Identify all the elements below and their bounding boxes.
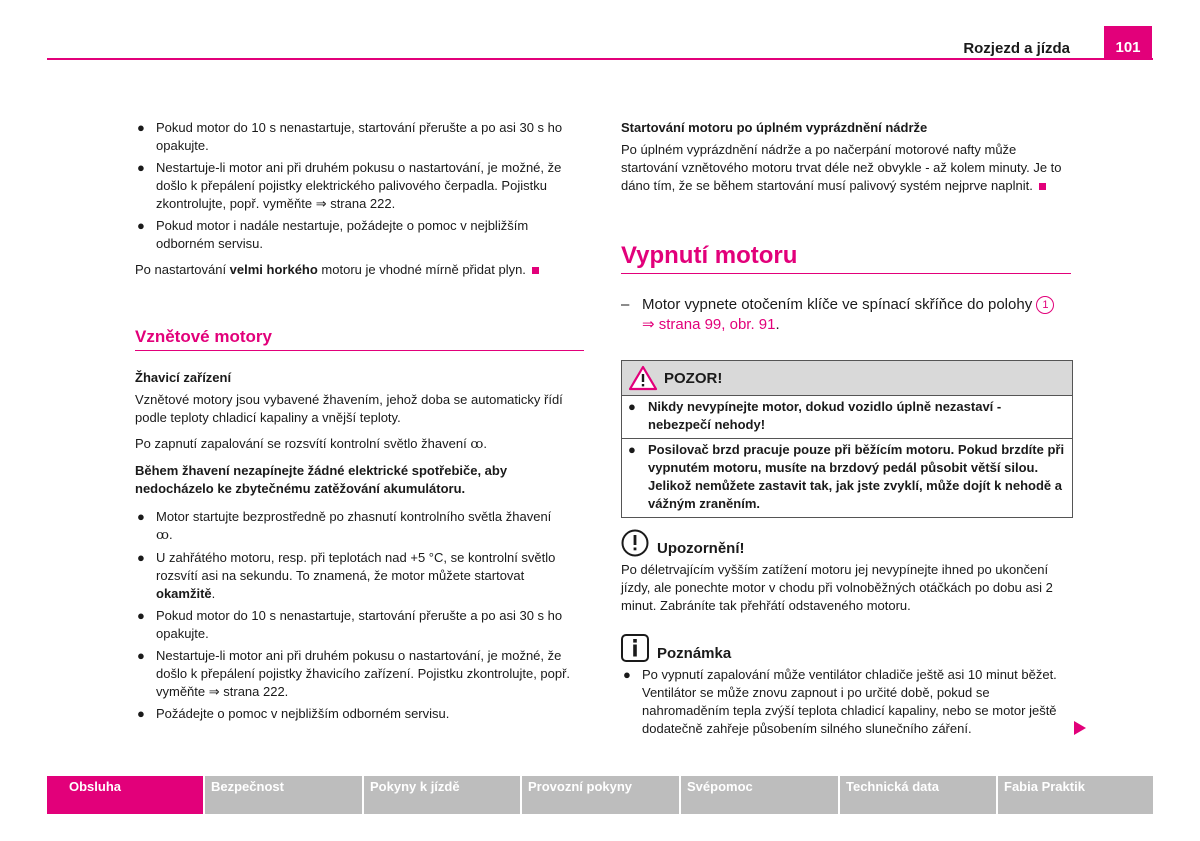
info-icon — [621, 634, 649, 662]
nav-tab-fabia-praktik[interactable]: Fabia Praktik — [998, 776, 1153, 814]
next-page-arrow-icon[interactable] — [1074, 721, 1086, 735]
section-title-engine-off: Vypnutí motoru — [621, 242, 798, 269]
list-item: ● Pokud motor do 10 s nenastartuje, startování přerušte a po asi 30 s ho opakujte. — [137, 608, 563, 641]
end-marker-icon — [1039, 183, 1046, 190]
nav-tab-obsluha[interactable]: Obsluha — [47, 776, 203, 814]
list-item: ● Nestartuje-li motor ani při druhém pokusu o nastartování, je možné, že došlo k přepálení pojistky elektrického palivového čerpadla. Pojistku zkontrolujte, popř. vyměňte ⇒ strana 222. — [137, 160, 562, 211]
bullet-icon: ● — [137, 550, 145, 565]
bullet-icon: ● — [137, 509, 145, 524]
warning-triangle-icon — [628, 365, 658, 391]
bullet-icon: ● — [628, 442, 636, 457]
bullet-icon: ● — [628, 399, 636, 414]
list-item: ● Požádejte o pomoc v nejbližším odborném servisu. — [137, 706, 450, 721]
empty-tank-paragraph: Po úplném vyprázdnění nádrže a po načerpání motorové nafty může startování vznětového motoru trvat déle než obvykle - až kolem minuty. Je to dáno tím, že se během startování musí palivový systém nejprve naplnit. — [621, 142, 1062, 193]
section-rule — [135, 350, 584, 351]
position-1-icon: 1 — [1036, 296, 1054, 314]
bullet-icon: ● — [137, 706, 145, 721]
section-title-diesel: Vznětové motory — [135, 327, 272, 346]
list-item: ● Pokud motor i nadále nestartuje, požádejte o pomoc v nejbližším odborném servisu. — [137, 218, 529, 251]
subsection-title-empty-tank: Startování motoru po úplném vyprázdnění nádrže — [621, 120, 928, 135]
exclamation-icon — [621, 529, 649, 557]
notice-text: Po déletrvajícím vyšším zatížení motoru jej nevypínejte ihned po ukončení jízdy, ale ponechte motor v chodu při volnoběžných otáčkách po dobu asi 2 minut. Zabráníte tak přehřátí odstaveného motoru. — [621, 562, 1053, 613]
warning-item-1: ● Nikdy nevypínejte motor, dokud vozidlo úplně nezastaví - nebezpečí nehody! — [628, 399, 1002, 432]
list-item: ● Nestartuje-li motor ani při druhém pokusu o nastartování, je možné, že došlo k přepálení pojistky žhavicího zařízení. Pojistku zkontrolujte, popř. vyměňte ⇒ strana 222. — [137, 648, 571, 699]
page-reference-link[interactable]: ⇒ strana 99, obr. 91 — [642, 316, 776, 333]
nav-tab-provozni-pokyny[interactable]: Provozní pokyny — [522, 776, 679, 814]
list-item: ● Motor startujte bezprostředně po zhasnutí kontrolního světla žhavení ꝏ. — [137, 509, 552, 543]
warning-item-2: ● Posilovač brzd pracuje pouze při běžícím motoru. Pokud brzdíte při vypnutém motoru, musíte na brzdový pedál působit větší silou. Jelikož nemůžete zastavit tak, jak jste zvyklí, může dojít k nehodě a vážným zraněním. — [622, 438, 1072, 517]
end-marker-icon — [532, 267, 539, 274]
warning-box — [621, 360, 1073, 518]
bullet-icon: ● — [137, 648, 145, 663]
left-column-lower — [135, 369, 584, 723]
page-number: 101 — [1104, 26, 1152, 60]
glow-paragraph: Vznětové motory jsou vybavené žhavením, jehož doba se automaticky řídí podle teploty chladicí kapaliny a vnější teploty. — [135, 392, 563, 425]
note-text: ● Po vypnutí zapalování může ventilátor chladiče ještě asi 10 minut běžet. Ventilátor se může znovu zapnout i po určité době, pokud se nahromaděním tepla zvýší teplota chladicí kapaliny, nebo se motor ještě dodatečně zahřeje působením silného slunečního záření. — [623, 667, 1057, 736]
warning-title: POZOR! — [664, 370, 723, 387]
notice-title: Upozornění! — [657, 540, 745, 557]
engine-off-step: – Motor vypnete otočením klíče ve spínací skříňce do polohy 1 ⇒ strana 99, obr. 91. — [621, 295, 1071, 335]
glow-light-paragraph: Po zapnutí zapalování se rozsvítí kontrolní světlo žhavení ꝏ. — [135, 436, 487, 452]
bullet-icon: ● — [137, 608, 145, 623]
list-item: ● Pokud motor do 10 s nenastartuje, startování přerušte a po asi 30 s ho opakujte. — [137, 120, 563, 153]
header-rule — [47, 58, 1153, 60]
nav-tab-pokyny-k-jizde[interactable]: Pokyny k jízdě — [364, 776, 520, 814]
glow-warning-paragraph: Během žhavení nezapínejte žádné elektrické spotřebiče, aby nedocházelo ke zbytečnému zatěžování akumulátoru. — [135, 463, 508, 496]
hot-engine-paragraph: Po nastartování velmi horkého motoru je vhodné mírně přidat plyn. — [135, 261, 584, 279]
section-rule — [621, 273, 1071, 274]
nav-tab-bezpecnost[interactable]: Bezpečnost — [205, 776, 362, 814]
bullet-icon: ● — [137, 120, 145, 135]
note-title: Poznámka — [657, 645, 732, 662]
chapter-title: Rozjezd a jízda — [963, 40, 1070, 57]
glow-plug-icon: ꝏ — [470, 437, 484, 452]
right-column-top — [621, 119, 1071, 195]
bullet-icon: ● — [623, 667, 631, 682]
list-item: ● U zahřátého motoru, resp. při teplotách nad +5 °C, se kontrolní světlo rozsvítí asi na sekundu. To znamená, že motor můžete startovat okamžitě. — [137, 550, 556, 601]
glow-plug-icon: ꝏ — [156, 528, 169, 543]
bullet-icon: ● — [137, 160, 145, 175]
subsection-title-glow: Žhavicí zařízení — [135, 370, 232, 385]
bullet-icon: ● — [137, 218, 145, 233]
nav-tab-svepomoc[interactable]: Svépomoc — [681, 776, 838, 814]
warning-header — [622, 361, 1072, 396]
left-column — [135, 119, 584, 279]
nav-tab-technicka-data[interactable]: Technická data — [840, 776, 996, 814]
step-dash: – — [621, 296, 630, 313]
